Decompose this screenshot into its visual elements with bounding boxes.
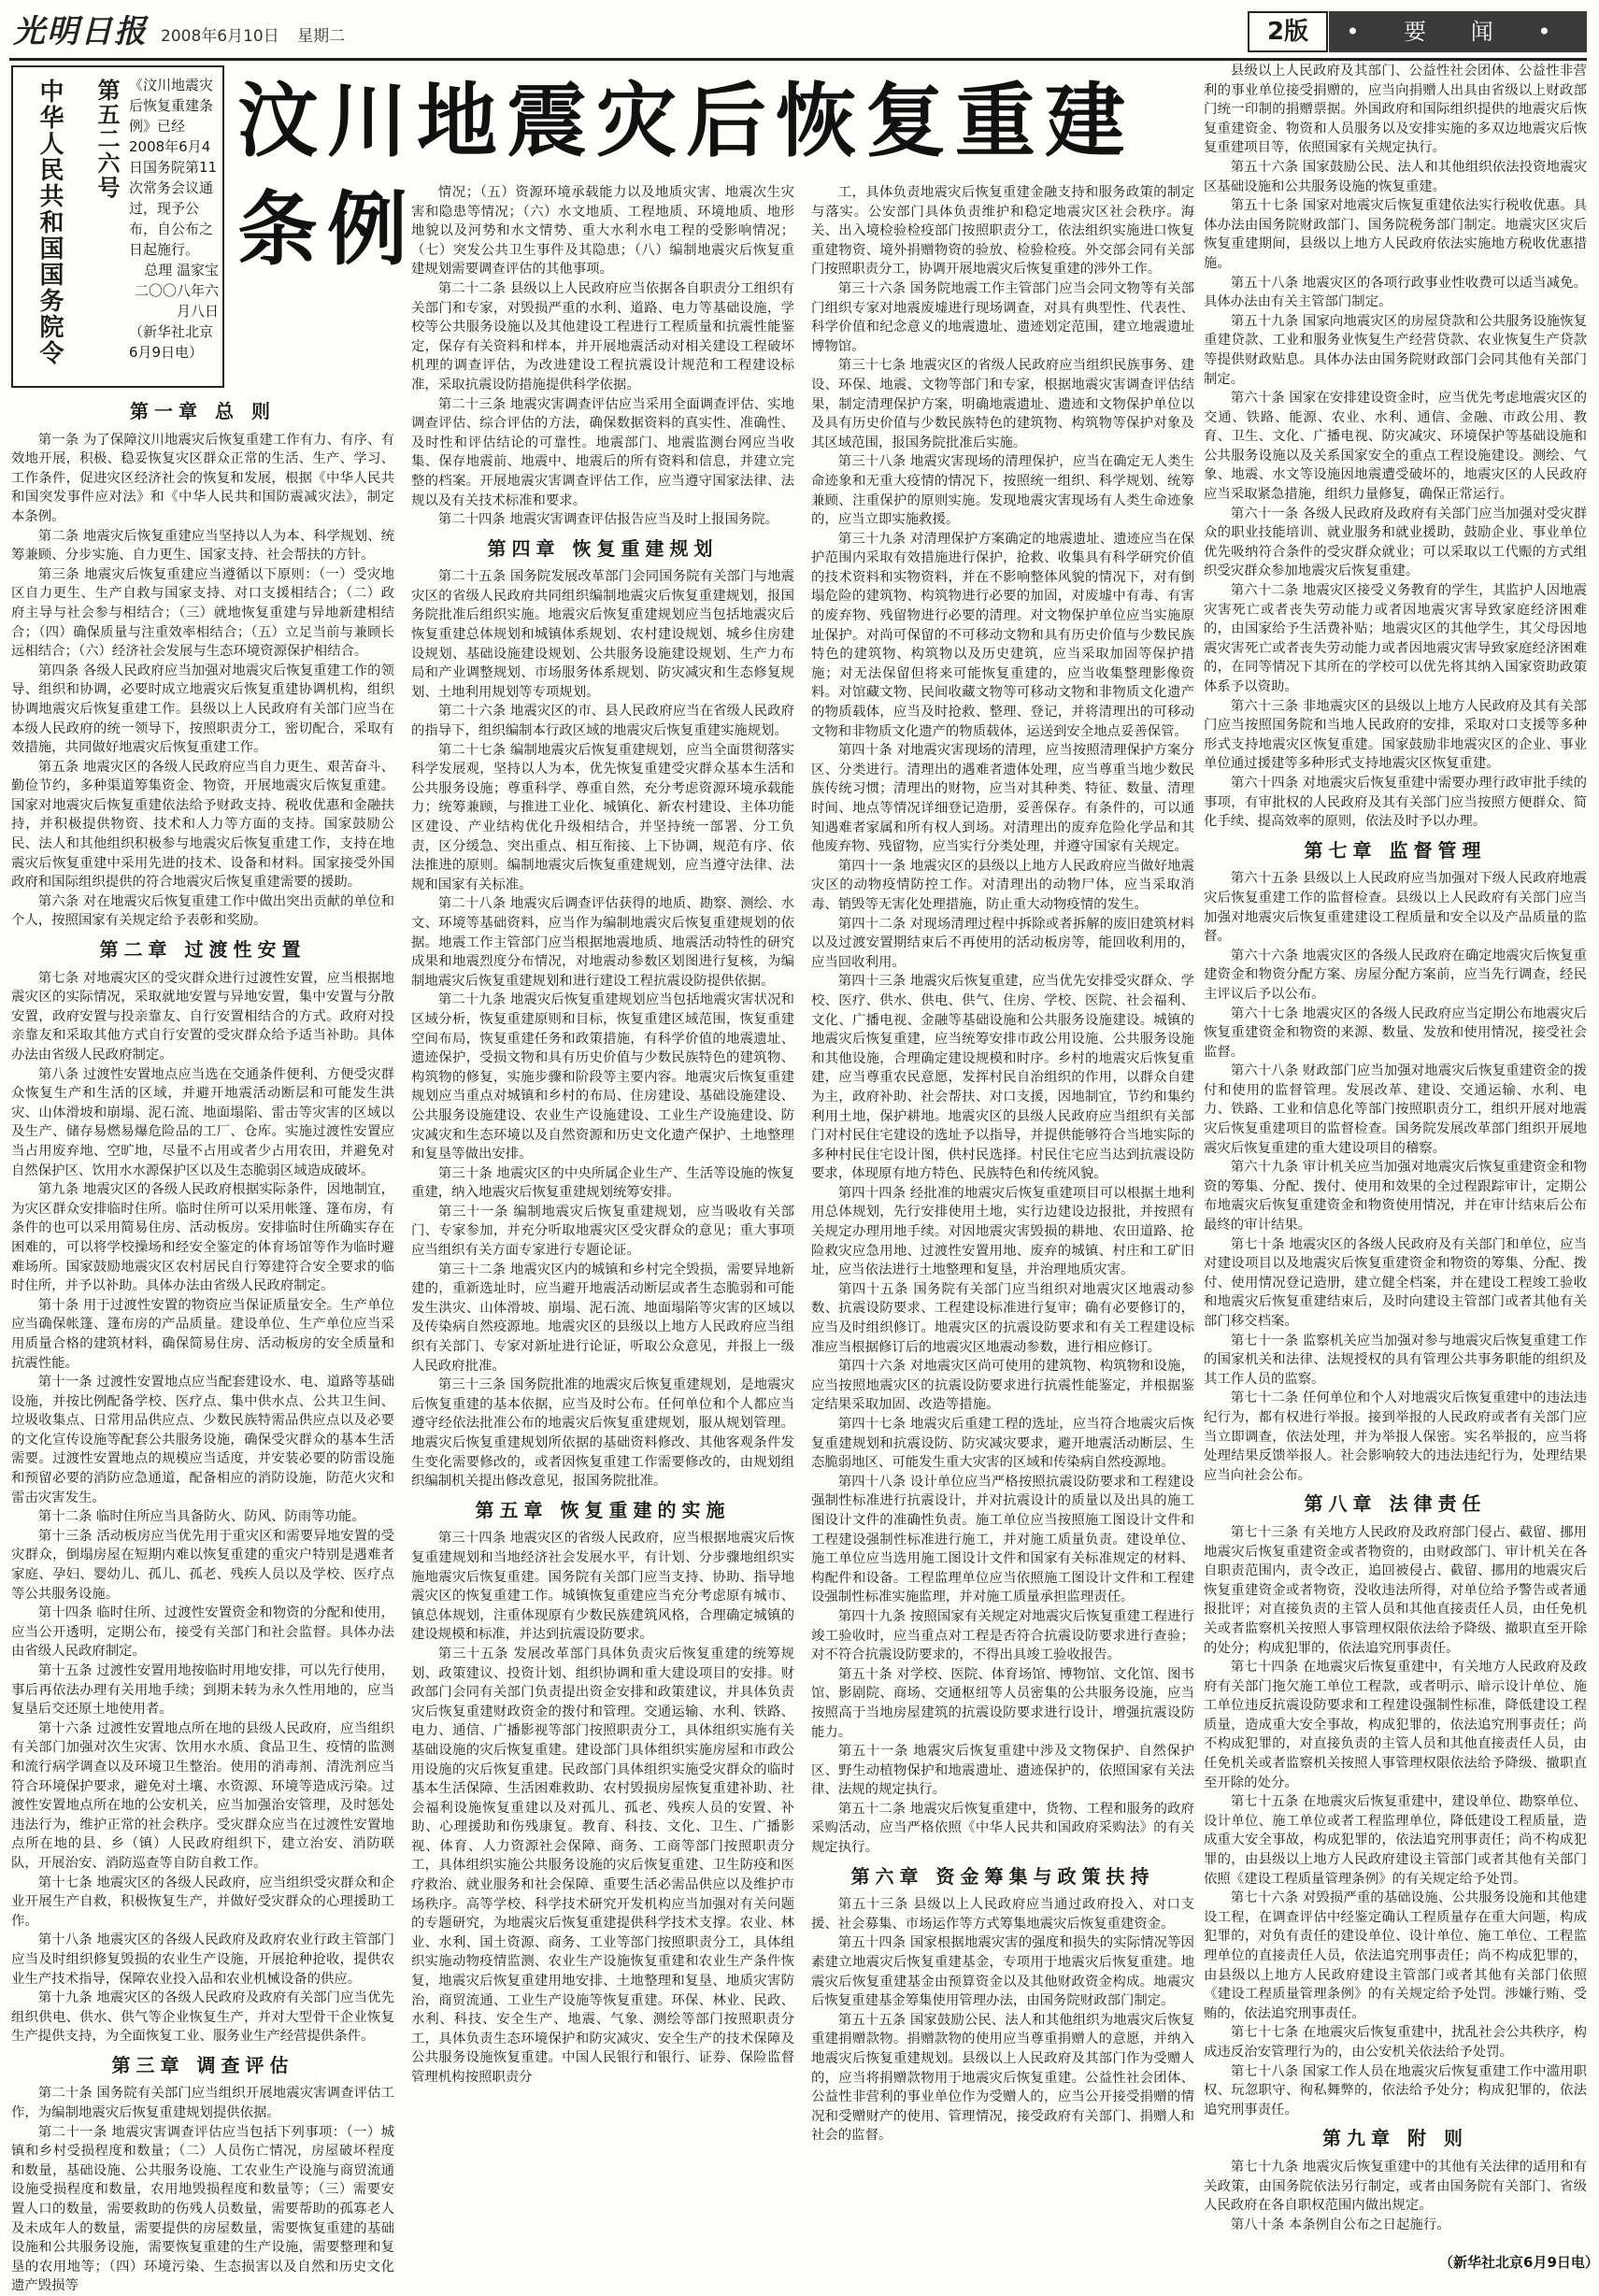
article-paragraph: 第四条 各级人民政府应当加强对地震灾后恢复重建工作的领导、组织和协调，必要时成立地震灾后恢复重建协调机构，组织协调地震灾后恢复重建工作。县级以上人民政府有关部门应当在本级人民政府的统一领导下，按照职责分工，密切配合，采取有效措施，共同做好地震灾后恢复重建工作。: [11, 663, 394, 756]
article-paragraph: 第八十条 本条例自公布之日起施行。: [1230, 2217, 1450, 2232]
article-paragraph: 第七十一条 监察机关应当加强对参与地震灾后恢复重建工作的国家机关和法律、法规授权的具有管理公共事务职能的组织及其工作人员的监察。: [1204, 1333, 1587, 1387]
article-paragraph: 第七十五条 在地震灾后恢复重建中，建设单位、勘察单位、设计单位、施工单位或者工程监理单位，降低建设工程质量，造成重大安全事故，构成犯罪的，依法追究刑事责任；尚不构成犯罪的，由县级以上地方人民政府建设主管部门或者其他有关部门依照《建设工程质量管理条例》的有关规定给予处罚。: [1204, 1794, 1587, 1887]
header-rule: [9, 58, 1587, 61]
article-paragraph: 第二十条 国务院有关部门应当组织开展地震灾害调查评估工作，为编制地震灾后恢复重建规划提供依据。: [11, 2086, 394, 2121]
article-paragraph: 情况；（五）资源环境承载能力以及地质灾害、地震次生灾害和隐患等情况；（六）水文地质、工程地质、环境地质、地形地貌以及河势和水文情势、重大水利水电工程的受影响情况；（七）突发公共卫生事件及其隐患；（八）编制地震灾后恢复重建规划需要调查评估的其他事项。: [411, 185, 794, 278]
article-paragraph: 第十五条 过渡性安置用地按临时用地安排，可以先行使用，事后再依法办理有关用地手续；到期未转为永久性用地的，应当复垦后交还原土地使用者。: [11, 1663, 394, 1718]
order-text: 《汶川地震灾后恢复重建条例》已经2008年6月4日国务院第11次常务会议通过，现予公布，自公布之日起施行。: [129, 77, 218, 258]
article-paragraph: 第二十九条 地震灾后恢复重建规划应当包括地震灾害状况和区域分析，恢复重建原则和目标，恢复重建区域范围，恢复重建空间布局，恢复重建任务和政策措施，有科学价值的地震遗址、遗迹保护，受损文物和具有历史价值与少数民族特色的建筑物、构筑物的修复，实施步骤和阶段等主要内容。地震灾后恢复重建规划应当重点对城镇和乡村的布局、住房建设、基础设施建设、公共服务设施建设、农业生产设施建设、工业生产设施建设、防灾减灾和生态环境以及自然资源和历史文化遗产保护、土地整理和复垦等做出安排。: [411, 992, 794, 1162]
article-paragraph: 第八条 过渡性安置地点应当选在交通条件便利、方便受灾群众恢复生产和生活的区域，并避开地震活动断层和可能发生洪灾、山体滑坡和崩塌、泥石流、地面塌陷、雷击等灾害的区域以及生产、储存易燃易爆危险品的工厂、仓库。实施过渡性安置应当占用废弃地、空旷地，尽量不占用或者少占用农田，并避免对自然保护区、饮用水水源保护区以及生态脆弱区域造成破坏。: [11, 1066, 394, 1178]
article-paragraph: 第四十四条 经批准的地震灾后恢复重建项目可以根据土地利用总体规划，先行安排使用土地，实行边建设边报批，并按照有关规定办理用地手续。对因地震灾害毁损的耕地、农田道路、抢险救灾应急用地、过渡性安置用地、废弃的城镇、村庄和工矿旧址，应当依法进行土地整理和复垦，并治理地质灾害。: [811, 1185, 1194, 1278]
state-council-order: [11, 65, 224, 388]
article-paragraph: 第四十六条 对地震灾区尚可使用的建筑物、构筑物和设施，应当按照地震灾区的抗震设防要求进行抗震性能鉴定，并根据鉴定结果采取加固、改造等措施。: [811, 1359, 1194, 1413]
article-paragraph: 第三十四条 地震灾区的省级人民政府，应当根据地震灾后恢复重建规划和当地经济社会发展水平，有计划、分步骤地组织实施地震灾后恢复重建。国务院有关部门应当支持、协助、指导地震灾区的恢复重建工作。城镇恢复重建应当充分考虑原有城市、镇总体规划，注重体现原有少数民族建筑风格，合理确定城镇的建设规模和标准，并达到抗震设防要求。: [411, 1531, 794, 1643]
article-paragraph: 第四十五条 国务院有关部门应当组织对地震灾区地震动参数、抗震设防要求、工程建设标准进行复审；确有必要修订的，应当及时组织修订。地震灾区的抗震设防要求和有关工程建设标准应当根据修订后的地震灾区地震动参数，进行相应修订。: [811, 1281, 1194, 1355]
article-paragraph: 第五十一条 地震灾后恢复重建中涉及文物保护、自然保护区、野生动植物保护和地震遗址、遗迹保护的，依照国家有关法律、法规的规定执行。: [811, 1744, 1194, 1798]
article-paragraph: 第三十九条 对清理保护方案确定的地震遗址、遗迹应当在保护范围内采取有效措施进行保护，抢救、收集具有科学研究价值的技术资料和实物资料，并在不影响整体风貌的情况下，对有倒塌危险的建筑物、构筑物进行必要的加固，对废墟中有毒、有害的废弃物、残留物进行必要的清理。对文物保护单位应当实施原址保护。对尚可保留的不可移动文物和具有历史价值与少数民族特色的建筑物、构筑物以及历史建筑，应当采取加固等保护措施；对无法保留但将来可能恢复重建的，应当收集整理影像资料。对馆藏文物、民间收藏文物等可移动文物和非物质文化遗产的物质载体，应当及时抢救、整理、登记，并将清理出的可移动文物和非物质文化遗产的物质载体，运送到安全地点妥善保管。: [811, 531, 1194, 739]
chapter-heading: 第七章 监督管理: [1304, 838, 1487, 862]
article-paragraph: 第二十五条 国务院发展改革部门会同国务院有关部门与地震灾区的省级人民政府共同组织编制地震灾后恢复重建规划，报国务院批准后组织实施。地震灾后恢复重建规划应当包括地震灾后恢复重建总体规划和城镇体系规划、农村建设规划、城乡住房建设规划、基础设施建设规划、公共服务设施建设规划、生产力布局和产业调整规划、市场服务体系规划、防灾减灾和生态修复规划、土地利用规划等专项规划。: [411, 569, 794, 700]
chapter-heading: 第五章 恢复重建的实施: [475, 1498, 731, 1521]
article-paragraph: 第二十四条 地震灾害调查评估报告应当及时上报国务院。: [437, 512, 779, 528]
article-paragraph: 第七十七条 在地震灾后恢复重建中，扰乱社会公共秩序，构成违反治安管理行为的，由公安机关依法给予处罚。: [1204, 2025, 1587, 2060]
order-signature: 总理 温家宝: [144, 262, 219, 278]
article-paragraph: 第十六条 过渡性安置地点所在地的县级人民政府，应当组织有关部门加强对次生灾害、饮用水水质、食品卫生、疫情的监测和流行病学调查以及环境卫生整治。使用的消毒剂、清洗剂应当符合环境保护要求，避免对土壤、水资源、环境等造成污染。过渡性安置地点所在地的公安机关，应当加强治安管理，及时惩处违法行为，维护正常的社会秩序。受灾群众应当在过渡性安置地点所在地的县、乡（镇）人民政府组织下，建立治安、消防联队，开展治安、消防巡查等自防自救工作。: [11, 1720, 394, 1871]
article-paragraph: 第二条 地震灾后恢复重建应当坚持以人为本、科学规划、统筹兼顾、分步实施、自力更生、国家支持、社会帮扶的方针。: [11, 528, 394, 563]
article-paragraph: 第五十二条 地震灾后恢复重建中，货物、工程和服务的政府采购活动，应当严格依照《中华人民共和国政府采购法》的有关规定执行。: [811, 1801, 1194, 1856]
article-paragraph: 第十条 用于过渡性安置的物资应当保证质量安全。生产单位应当确保帐篷、篷布房的产品质量。建设单位、生产单位应当采用质量合格的建筑材料，确保简易住房、活动板房的安全质量和抗震性能。: [11, 1297, 394, 1371]
article-paragraph: 工，具体负责地震灾后恢复重建金融支持和服务政策的制定与落实。公安部门具体负责维护和稳定地震灾区社会秩序。海关、出入境检验检疫部门按照职责分工，依法组织实施进口恢复重建物资、境外捐赠物资的验放、检验检疫。外交部会同有关部门按照职责分工，协调开展地震灾后恢复重建的涉外工作。: [811, 185, 1194, 278]
article-paragraph: 第五十七条 国家对地震灾后恢复重建依法实行税收优惠。具体办法由国务院财政部门、国务院税务部门制定。地震灾区灾后恢复重建期间，县级以上地方人民政府依法实施地方税收优惠措施。: [1204, 198, 1587, 271]
chapter-heading: 第九章 附 则: [1322, 2127, 1468, 2150]
chapter-heading: 第一章 总 则: [130, 400, 276, 422]
article-paragraph: 第六十四条 对地震灾后恢复重建中需要办理行政审批手续的事项，有审批权的人民政府及其有关部门应当按照方便群众、简化手续、提高效率的原则，依法及时予以办理。: [1204, 775, 1587, 830]
article-paragraph: 第七十八条 国家工作人员在地震灾后恢复重建工作中滥用职权、玩忽职守、徇私舞弊的，依法给予处分；构成犯罪的，依法追究刑事责任。: [1204, 2063, 1587, 2118]
article-paragraph: 第九条 地震灾区的各级人民政府根据实际条件，因地制宜，为灾区群众安排临时住所。临时住所可以采用帐篷、篷布房，有条件的也可以采用简易住房、活动板房。安排临时住所确实存在困难的，可以将学校操场和经安全鉴定的体育场馆等作为临时避难场所。国家鼓励地震灾区农村居民自行筹建符合安全要求的临时住所，并予以补助。具体办法由省级人民政府制定。: [11, 1182, 394, 1294]
article-column-1: [11, 392, 394, 2294]
order-source: （新华社北京6月9日电）: [129, 323, 214, 361]
article-paragraph: 第三十条 地震灾区的中央所属企业生产、生活等设施的恢复重建，纳入地震灾后恢复重建规划统筹安排。: [411, 1165, 794, 1201]
article-column-4: [1204, 62, 1587, 2248]
article-paragraph: 第六十一条 各级人民政府及政府有关部门应当加强对受灾群众的职业技能培训、就业服务和就业援助，鼓励企业、事业单位优先吸纳符合条件的受灾群众就业；可以采取以工代赈的方式组织受灾群众参加地震灾后恢复重建。: [1204, 506, 1587, 579]
article-paragraph: 第五十四条 国家根据地震灾害的强度和损失的实际情况等因素建立地震灾后恢复重建基金，专项用于地震灾后恢复重建。地震灾后恢复重建基金由预算资金以及其他财政资金构成。地震灾后恢复重建基金筹集使用管理办法，由国务院财政部门制定。: [811, 1935, 1194, 2009]
order-body: [129, 75, 219, 363]
article-paragraph: 第五十三条 县级以上人民政府应当通过政府投入、对口支援、社会募集、市场运作等方式筹集地震灾后恢复重建资金。: [811, 1897, 1194, 1932]
article-paragraph: 第六十六条 地震灾区的各级人民政府在确定地震灾后恢复重建资金和物资分配方案、房屋分配方案前，应当先行调查，经民主评议后予以公布。: [1204, 948, 1587, 1002]
article-paragraph: 第五十五条 国家鼓励公民、法人和其他组织为地震灾后恢复重建捐赠款物。捐赠款物的使用应当尊重捐赠人的意愿，并纳入地震灾后恢复重建规划。县级以上人民政府及其部门作为受赠人的，应当将捐赠款物用于地震灾后恢复重建。公益性社会团体、公益性非营利的事业单位作为受赠人的，应当公开接受捐赠的情况和受赠财产的使用、管理情况，接受政府有关部门、捐赠人和社会的监督。: [811, 2012, 1194, 2144]
article-paragraph: 第四十七条 地震灾后重建工程的选址，应当符合地震灾后恢复重建规划和抗震设防、防灾减灾要求，避开地震活动断层、生态脆弱地区、可能发生重大灾害的区域和传染病自然疫源地。: [811, 1417, 1194, 1471]
page-number: 2版: [1248, 11, 1328, 52]
article-paragraph: 第四十九条 按照国家有关规定对地震灾后恢复重建工程进行竣工验收时，应当重点对工程是否符合抗震设防要求进行查验；对不符合抗震设防要求的，不得出具竣工验收报告。: [811, 1608, 1194, 1663]
article-paragraph: 第三十六条 国务院地震工作主管部门应当会同文物等有关部门组织专家对地震废墟进行现场调查，对具有典型性、代表性、科学价值和纪念意义的地震遗址、遗迹划定范围，建立地震遗址博物馆。: [811, 280, 1194, 354]
chapter-heading: 第三章 调查评估: [111, 2053, 294, 2076]
article-paragraph: 第六条 对在地震灾后恢复重建工作中做出突出贡献的单位和个人，按照国家有关规定给予表彰和奖励。: [11, 893, 394, 929]
article-paragraph: 第十九条 地震灾区的各级人民政府及政府有关部门应当优先组织供电、供水、供气等企业恢复生产，并对大型骨干企业恢复生产提供支持，为全面恢复工业、服务业生产经营提供条件。: [11, 1990, 394, 2045]
chapter-heading: 第六章 资金筹集与政策扶持: [850, 1864, 1155, 1888]
article-paragraph: 第六十五条 县级以上人民政府应当加强对下级人民政府地震灾后恢复重建工作的监督检查。县级以上人民政府有关部门应当加强对地震灾后恢复重建建设工程质量和安全以及产品质量的监督。: [1204, 871, 1587, 945]
article-paragraph: 第七十三条 有关地方人民政府及政府部门侵占、截留、挪用地震灾后恢复重建资金或者物资的，由财政部门、审计机关在各自职责范围内，责令改正，追回被侵占、截留、挪用的地震灾后恢复重建资金或者物资，没收违法所得，对单位给予警告或者通报批评；对直接负责的主管人员和其他直接责任人员，由任免机关或者监察机关按照人事管理权限依法给予降级、撤职直至开除的处分；构成犯罪的，依法追究刑事责任。: [1204, 1524, 1587, 1656]
order-title: 中华人民共和国国务院令: [36, 78, 64, 366]
article-paragraph: 第五十八条 地震灾区的各项行政事业性收费可以适当减免。具体办法由有关主管部门制定。: [1204, 275, 1587, 310]
article-paragraph: 第二十六条 地震灾区的市、县人民政府应当在省级人民政府的指导下，组织编制本行政区域的地震灾后恢复重建实施规划。: [411, 704, 794, 739]
order-sign-date: 二〇〇八年六月八日: [134, 282, 219, 320]
article-paragraph: 第五十六条 国家鼓励公民、法人和其他组织依法投资地震灾区基础设施和公共服务设施的恢复重建。: [1204, 159, 1587, 194]
article-paragraph: 第六十八条 财政部门应当加强对地震灾后恢复重建资金的拨付和使用的监督管理。发展改革、建设、交通运输、水利、电力、铁路、工业和信息化等部门按照职责分工，组织开展对地震灾后恢复重建项目的监督检查。国务院发展改革部门组织开展地震灾后恢复重建的重大建设项目的稽察。: [1204, 1063, 1587, 1156]
article-paragraph: 第六十七条 地震灾区的各级人民政府应当定期公布地震灾后恢复重建资金和物资的来源、数量、发放和使用情况，接受社会监督。: [1204, 1005, 1587, 1060]
article-paragraph: 第七条 对地震灾区的受灾群众进行过渡性安置，应当根据地震灾区的实际情况，采取就地安置与异地安置，集中安置与分散安置，政府安置与投亲靠友、自行安置相结合的方式。政府对投亲靠友和采取其他方式自行安置的受灾群众给予适当补助。具体办法由省级人民政府制定。: [11, 970, 394, 1062]
article-paragraph: 第七十条 地震灾区的各级人民政府及有关部门和单位，应当对建设项目以及地震灾后恢复重建资金和物资的筹集、分配、拨付、使用情况登记造册，建立健全档案，并在建设工程竣工验收和地震灾后恢复重建结束后，及时向建设主管部门或者其他有关部门移交档案。: [1204, 1236, 1587, 1329]
article-paragraph: 第四十二条 对现场清理过程中拆除或者拆解的废旧建筑材料以及过渡安置期结束后不再使用的活动板房等，能回收利用的，应当回收利用。: [811, 916, 1194, 970]
article-paragraph: 第二十八条 地震灾后调查评估获得的地质、勘察、测绘、水文、环境等基础资料，应当作为编制地震灾后恢复重建规划的依据。地震工作主管部门应当根据地震地质、地震活动特性的研究成果和地震烈度分布情况，对地震动参数区划图进行复核，为编制地震灾后恢复重建规划和进行建设工程抗震设防提供依据。: [411, 896, 794, 989]
article-column-2: [411, 183, 794, 2250]
article-paragraph: 第三十三条 国务院批准的地震灾后恢复重建规划，是地震灾后恢复重建的基本依据，应当及时公布。任何单位和个人都应当遵守经依法批准公布的地震灾后恢复重建规划，服从规划管理。地震灾后恢复重建规划所依据的基础资料修改、其他客观条件发生变化需要修改的，或者因恢复重建工作需要修改的，由规划组织编制机关提出修改意见，报国务院批准。: [411, 1377, 794, 1490]
article-paragraph: 第十二条 临时住所应当具备防火、防风、防雨等功能。: [37, 1509, 365, 1525]
article-paragraph: 第三十五条 发展改革部门具体负责灾后恢复重建的统筹规划、政策建议、投资计划、组织协调和重大建设项目的安排。财政部门会同有关部门负责提出资金安排和政策建议，并具体负责灾后恢复重建财政资金的拨付和管理。交通运输、水利、铁路、电力、通信、广播影视等部门按照职责分工，具体组织实施有关基础设施的灾后恢复重建。建设部门具体组织实施房屋和市政公用设施的灾后恢复重建。民政部门具体组织实施受灾群众的临时基本生活保障、生活困难救助、农村毁损房屋恢复重建补助、社会福利设施恢复重建以及对孤儿、孤老、残疾人员的安置、补助、心理援助和伤残康复。教育、科技、文化、卫生、广播影视、体育、人力资源社会保障、商务、工商等部门按照职责分工，具体组织实施公共服务设施的灾后恢复重建、卫生防疫和医疗救治、就业服务和社会保障、重要生活必需品供应以及维护市场秩序。高等学校、科学技术研究开发机构应当加强对有关问题的专题研究，为地震灾后恢复重建提供科学技术支撑。农业、林业、水利、国土资源、商务、工业等部门按照职责分工，具体组织实施动物疫情监测、农业生产设施恢复重建和农业生产条件恢复，地震灾后恢复重建用地安排、土地整理和复垦、地质灾害防治，商贸流通、工业生产设施等恢复重建。环保、林业、民政、水利、科技、安全生产、地震、气象、测绘等部门按照职责分工，具体负责生态环境保护和防灾减灾、安全生产的技术保障及公共服务设施恢复重建。中国人民银行和银行、证券、保险监督管理机构按照职责分: [411, 1646, 794, 2085]
headline: 汶川地震灾后恢复重建条例: [237, 74, 1135, 277]
newspaper-logo: 光明日报: [13, 13, 148, 50]
article-paragraph: 第六十二条 地震灾区接受义务教育的学生，其监护人因地震灾害死亡或者丧失劳动能力或者因地震灾害导致家庭经济困难的，由国家给予生活费补贴；地震灾区的其他学生，其父母因地震灾害死亡或者丧失劳动能力或者因地震灾害导致家庭经济困难的，在同等情况下其所在的学校可以优先将其纳入国家资助政策体系予以资助。: [1204, 583, 1587, 694]
weekday-text: 星期二: [297, 27, 346, 46]
date-text: 2008年6月10日: [161, 27, 279, 46]
article-paragraph: 第一条 为了保障汶川地震灾后恢复重建工作有力、有序、有效地开展，积极、稳妥恢复灾区群众正常的生活、生产、学习、工作条件，促进灾区经济社会的恢复和发展，根据《中华人民共和国突发事件应对法》和《中华人民共和国防震减灾法》，制定本条例。: [11, 432, 394, 524]
article-paragraph: 第六十九条 审计机关应当加强对地震灾后恢复重建资金和物资的筹集、分配、拨付、使用和效果的全过程跟踪审计，定期公布地震灾后恢复重建资金和物资使用情况，并在审计结束后公布最终的审计结果。: [1204, 1160, 1587, 1234]
article-paragraph: 县级以上人民政府及其部门、公益性社会团体、公益性非营利的事业单位接受捐赠的，应当向捐赠人出具由省级以上财政部门统一印制的捐赠票据。外国政府和国际组织提供的地震灾后恢复重建资金、物资和人员服务以及安排实施的多双边地震灾后恢复重建项目等，依照国家有关规定执行。: [1204, 64, 1587, 156]
article-paragraph: 第六十条 国家在安排建设资金时，应当优先考虑地震灾区的交通、铁路、能源、农业、水利、通信、金融、市政公用、教育、卫生、文化、广播电视、防灾减灾、环境保护等基础设施和公共服务设施以及关系国家安全的重点工程设施建设。测绘、气象、地震、水文等设施因地震遭受破坏的，地震灾区的人民政府应当采取紧急措施，组织力量修复，确保正常运行。: [1204, 391, 1587, 503]
article-paragraph: 第六十三条 非地震灾区的县级以上地方人民政府及其有关部门应当按照国务院和当地人民政府的安排，采取对口支援等多种形式支持地震灾区恢复重建。国家鼓励非地震灾区的企业、事业单位通过援建等多种形式支持地震灾区恢复重建。: [1204, 698, 1587, 772]
article-paragraph: 第三十八条 地震灾害现场的清理保护，应当在确定无人类生命迹象和无重大疫情的情况下，按照统一组织、科学规划、统筹兼顾、注重保护的原则实施。发现地震灾害现场有人类生命迹象的，应当立即实施救援。: [811, 454, 1194, 528]
order-number: 第五二六号: [93, 78, 120, 200]
article-paragraph: 第四十一条 地震灾区的县级以上地方人民政府应当做好地震灾区的动物疫情防控工作。对清理出的动物尸体，应当采取消毒、销毁等无害化处理措施，防止重大动物疫情的发生。: [811, 858, 1194, 912]
section-label: • 要 闻 •: [1329, 11, 1587, 52]
article-paragraph: 第七十九条 地震灾后恢复重建中的其他有关法律的适用和有关政策，由国务院依法另行制定，或者由国务院有关部门、省级人民政府在各自职权范围内做出规定。: [1204, 2159, 1587, 2214]
article-paragraph: 第五十条 对学校、医院、体育场馆、博物馆、文化馆、图书馆、影剧院、商场、交通枢纽等人员密集的公共服务设施，应当按照高于当地房屋建筑的抗震设防要求进行设计，增强抗震设防能力。: [811, 1666, 1194, 1740]
article-paragraph: 第三十七条 地震灾区的省级人民政府应当组织民族事务、建设、环保、地震、文物等部门和专家，根据地震灾害调查评估结果，制定清理保护方案，明确地震遗址、遗迹和文物保护单位以及具有历史价值与少数民族特色的建筑物、构筑物等保护对象及其区域范围，报国务院批准后实施。: [811, 358, 1194, 450]
article-paragraph: 第五十九条 国家向地震灾区的房屋贷款和公共服务设施恢复重建贷款、工业和服务业恢复生产经营贷款、农业恢复生产贷款等提供财政贴息。具体办法由国务院财政部门会同其他有关部门制定。: [1204, 313, 1587, 387]
article-paragraph: 第四十条 对地震灾害现场的清理，应当按照清理保护方案分区、分类进行。清理出的遇难者遗体处理，应当尊重当地少数民族传统习惯；清理出的财物，应当对其种类、特征、数量、清理时间、地点等情况详细登记造册，妥善保存。有条件的，可以通知遇难者家属和所有权人到场。对清理出的废弃危险化学品和其他废弃物、残留物，应当实行分类处理，并遵守国家有关规定。: [811, 743, 1194, 855]
article-paragraph: 第四十八条 设计单位应当严格按照抗震设防要求和工程建设强制性标准进行抗震设计，并对抗震设计的质量以及出具的施工图设计文件的准确性负责。施工单位应当按照施工图设计文件和工程建设强制性标准进行施工，并对施工质量负责。建设单位、施工单位应当选用施工图设计文件和国家有关标准规定的材料、构配件和设备。工程监理单位应当依照施工图设计文件和工程建设强制性标准实施监理，并对施工质量承担监理责任。: [811, 1474, 1194, 1605]
issue-date: [161, 22, 358, 46]
news-credit: （新华社北京6月9日电）: [1439, 2254, 1599, 2271]
article-paragraph: 第四十三条 地震灾后恢复重建，应当优先安排受灾群众、学校、医疗、供水、供电、供气、住房、学校、医院、社会福利、文化、广播电视、金融等基础设施和公共服务设施建设。城镇的地震灾后恢复重建，应当统筹安排市政公用设施、公共服务设施和其他设施，合理确定建设规模和时序。乡村的地震灾后恢复重建，应当尊重农民意愿，发挥村民自治组织的作用，以群众自建为主，政府补助、社会帮扶、对口支援，因地制宜，节约和集约利用土地，保护耕地。地震灾区的县级人民政府应当组织有关部门对村民住宅建设的选址予以指导，并提供能够符合当地实际的多种村民住宅设计图，供村民选择。村民住宅应当达到抗震设防要求，体现原有地方特色、民族特色和传统风貌。: [811, 974, 1194, 1182]
chapter-heading: 第二章 过渡性安置: [99, 938, 307, 962]
article-paragraph: 第七十四条 在地震灾后恢复重建中，有关地方人民政府及政府有关部门拖欠施工单位工程款，或者明示、暗示设计单位、施工单位违反抗震设防要求和工程建设强制性标准，降低建设工程质量，造成重大安全事故，构成犯罪的，依法追究刑事责任；尚不构成犯罪的，对直接负责的主管人员和其他直接责任人员，由任免机关或者监察机关按照人事管理权限依法给予降级、撤职直至开除的处分。: [1204, 1660, 1587, 1790]
article-paragraph: 第三十一条 编制地震灾后恢复重建规划，应当吸收有关部门、专家参加，并充分听取地震灾区受灾群众的意见；重大事项应当组织有关方面专家进行专题论证。: [411, 1204, 794, 1259]
article-paragraph: 第七十六条 对毁损严重的基础设施、公共服务设施和其他建设工程，在调查评估中经鉴定确认工程质量存在重大问题，构成犯罪的，对负有责任的建设单位、设计单位、施工单位、工程监理单位的直接责任人员，依法追究刑事责任；尚不构成犯罪的，由县级以上地方人民政府建设主管部门或者其他有关部门依照《建设工程质量管理条例》的有关规定给予处罚。涉嫌行贿、受贿的，依法追究刑事责任。: [1204, 1890, 1587, 2021]
article-paragraph: 第十三条 活动板房应当优先用于重灾区和需要异地安置的受灾群众，倒塌房屋在短期内难以恢复重建的重灾户特别是遇难者家庭、孕妇、婴幼儿、孤儿、孤老、残疾人员以及学校、医疗点等公共服务设施。: [11, 1528, 394, 1602]
article-column-3: [811, 183, 1194, 2250]
article-paragraph: 第三条 地震灾后恢复重建应当遵循以下原则：（一）受灾地区自力更生、生产自救与国家支持、对口支援相结合；（二）政府主导与社会参与相结合；（三）就地恢复重建与异地新建相结合；（四）确保质量与注重效率相结合；（五）立足当前与兼顾长远相结合；（六）经济社会发展与生态环境资源保护相结合。: [11, 566, 394, 660]
masthead: [0, 0, 1596, 56]
article-paragraph: 第十八条 地震灾区的各级人民政府及政府农业行政主管部门应当及时组织修复毁损的农业生产设施，开展抢种抢收，提供农业生产技术指导，保障农业投入品和农业机械设备的供应。: [11, 1932, 394, 1987]
article-paragraph: 第三十二条 地震灾区内的城镇和乡村完全毁损，需要异地新建的，重新选址时，应当避开地震活动断层或者生态脆弱和可能发生洪灾、山体滑坡、崩塌、泥石流、地面塌陷等灾害的区域以及传染病自然疫源地。地震灾区的县级以上地方人民政府应当组织有关部门、专家对新址进行论证，听取公众意见，并报上一级人民政府批准。: [411, 1262, 794, 1374]
article-paragraph: 第十一条 过渡性安置地点应当配套建设水、电、道路等基础设施，并按比例配备学校、医疗点、集中供水点、公共卫生间、垃圾收集点、日常用品供应点、少数民族特需品供应点以及必要的文化宣传设施等配套公共服务设施，确保受灾群众的基本生活需要。过渡性安置地点的规模应当适度，并安装必要的防雷设施和预留必要的消防应急通道，配备相应的消防设施，防范火灾和雷击灾害发生。: [11, 1375, 394, 1505]
article-paragraph: 第二十二条 县级以上人民政府应当依据各自职责分工组织有关部门和专家，对毁损严重的水利、道路、电力等基础设施，学校等公共服务设施以及其他建设工程进行工程质量和抗震性能鉴定，保存有关资料和样本，并开展地震活动对相关建设工程破坏机理的调查评估，为改进建设工程抗震设计规范和工程建设标准，采取抗震设防措施提供科学依据。: [411, 280, 794, 392]
chapter-heading: 第四章 恢复重建规划: [487, 536, 719, 560]
article-paragraph: 第十七条 地震灾区的各级人民政府，应当组织受灾群众和企业开展生产自救，积极恢复生产，并做好受灾群众的心理援助工作。: [11, 1875, 394, 1929]
article-paragraph: 第二十三条 地震灾害调查评估应当采用全面调查评估、实地调查评估、综合评估的方法，确保数据资料的真实性、准确性、及时性和评估结论的可靠性。地震部门、地震监测台网应当收集、保存地震前、地震中、地震后的所有资料和信息，并建立完整的档案。开展地震灾害调查评估工作，应当遵守国家法律、法规以及有关技术标准和要求。: [411, 396, 794, 508]
chapter-heading: 第八章 法律责任: [1304, 1492, 1487, 1516]
article-paragraph: 第五条 地震灾区的各级人民政府应当自力更生、艰苦奋斗、勤俭节约，多种渠道筹集资金、物资，开展地震灾后恢复重建。国家对地震灾后恢复重建依法给予财政支持、税收优惠和金融扶持，并积极提供物资、技术和人力等方面的支持。国家鼓励公民、法人和其他组织积极参与地震灾后恢复重建工作，支持在地震灾后恢复重建中采用先进的技术、设备和材料。国家接受外国政府和国际组织提供的符合地震灾后恢复重建需要的援助。: [11, 759, 394, 891]
article-paragraph: 第二十七条 编制地震灾后恢复重建规划，应当全面贯彻落实科学发展观，坚持以人为本，优先恢复重建受灾群众基本生活和公共服务设施；尊重科学、尊重自然，充分考虑资源环境承载能力；统筹兼顾，与推进工业化、城镇化、新农村建设、主体功能区建设、产业结构优化升级相结合，并坚持统一部署、分工负责，区分缓急、突出重点、相互衔接、上下协调，规范有序、依法推进的原则。编制地震灾后恢复重建规划，应当遵守法律、法规和国家有关标准。: [411, 742, 794, 892]
article-paragraph: 第十四条 临时住所、过渡性安置资金和物资的分配和使用，应当公开透明，定期公布，接受有关部门和社会监督。具体办法由省级人民政府制定。: [11, 1605, 394, 1660]
article-paragraph: 第二十一条 地震灾害调查评估应当包括下列事项：（一）城镇和乡村受损程度和数量；（二）人员伤亡情况，房屋破坏程度和数量，基础设施、公共服务设施、工农业生产设施与商贸流通设施受损程度和数量，农用地毁损程度和数量等；（三）需要安置人口的数量，需要救助的伤残人员数量，需要帮助的孤寡老人及未成年人的数量，需要提供的房屋数量，需要恢复重建的基础设施和公共服务设施，需要恢复重建的生产设施，需要整理和复垦的农用地等；（四）环境污染、生态损害以及自然和历史文化遗产毁损等: [11, 2124, 394, 2294]
article-paragraph: 第七十二条 任何单位和个人对地震灾后恢复重建中的违法违纪行为，都有权进行举报。接到举报的人民政府或者有关部门应当立即调查，依法处理，并为举报人保密。实名举报的，应当将处理结果反馈举报人。社会影响较大的违法违纪行为，处理结果应当向社会公布。: [1204, 1390, 1587, 1483]
